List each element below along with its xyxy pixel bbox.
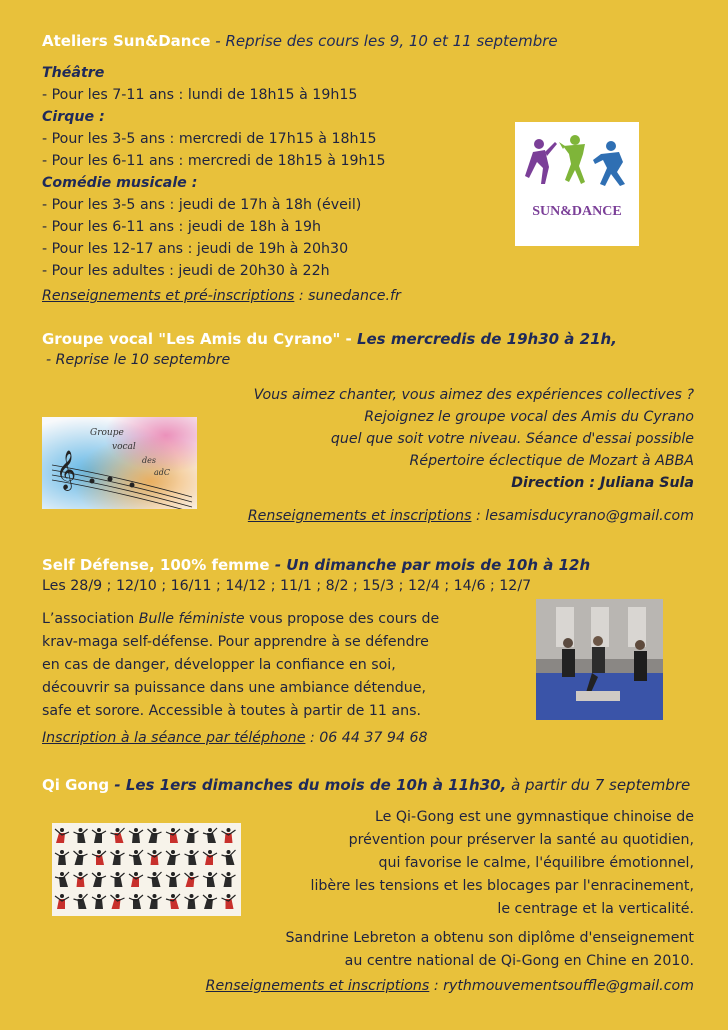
svg-text:𝄞: 𝄞 bbox=[56, 450, 77, 490]
section-sundance-title bbox=[42, 32, 558, 50]
comedie-line: - Pour les 12-17 ans : jeudi de 19h à 20h30 bbox=[42, 241, 349, 257]
selfdefense-schedule: - Un dimanche par mois de 10h à 12h bbox=[269, 556, 591, 574]
vocal-text-line: quel que soit votre niveau. Séance d'essai possible bbox=[330, 431, 694, 447]
vocal-image-text: adC bbox=[154, 468, 171, 477]
vocal-text-line: Répertoire éclectique de Mozart à ABBA bbox=[409, 453, 694, 469]
selfdefense-text-line: découvrir sa puissance dans une ambiance détendue, bbox=[42, 680, 427, 696]
selfdefense-description bbox=[42, 608, 439, 723]
vocal-dash: - bbox=[340, 330, 357, 348]
vocal-description bbox=[254, 384, 694, 494]
qigong-teacher-line: Sandrine Lebreton a obtenu son diplôme d'enseignement bbox=[285, 930, 694, 946]
sundance-reprise: - Reprise des cours les 9, 10 et 11 septembre bbox=[210, 32, 558, 50]
qigong-text-line: prévention pour préserver la santé au quotidien, bbox=[348, 832, 694, 848]
qigong-description bbox=[311, 806, 694, 921]
vocal-text-line: Vous aimez chanter, vous aimez des expériences collectives ? bbox=[253, 387, 694, 403]
selfdefense-text-line bbox=[42, 608, 439, 631]
selfdefense-info bbox=[42, 730, 428, 746]
comedie-line: - Pour les 6-11 ans : jeudi de 18h à 19h bbox=[42, 219, 322, 235]
theatre-line: - Pour les 7-11 ans : lundi de 18h15 à 19h15 bbox=[42, 87, 358, 103]
selfdefense-text-line: krav-maga self-défense. Pour apprendre à se défendre bbox=[42, 634, 429, 650]
sundance-website: : sunedance.fr bbox=[294, 288, 401, 304]
vocal-info bbox=[248, 508, 694, 524]
section-selfdefense-title bbox=[42, 556, 590, 574]
sundance-logo bbox=[515, 122, 639, 246]
qigong-postures-illustration bbox=[52, 823, 241, 916]
qigong-info bbox=[206, 978, 694, 994]
sundance-name: Ateliers Sun&Dance bbox=[42, 32, 211, 50]
qigong-start: à partir du 7 septembre bbox=[506, 776, 691, 794]
qigong-teacher-line: au centre national de Qi-Gong en Chine en 2010. bbox=[344, 953, 694, 969]
selfdefense-name: Self Défense, 100% femme bbox=[42, 556, 270, 574]
selfdefense-class-illustration bbox=[536, 599, 663, 720]
selfdefense-dates: Les 28/9 ; 12/10 ; 16/11 ; 14/12 ; 11/1 ; 8/2 ; 15/3 ; 12/4 ; 14/6 ; 12/7 bbox=[42, 578, 532, 594]
sundance-logo-text: SUN&DANCE bbox=[532, 204, 622, 219]
selfdefense-text-line: safe et sorore. Accessible à toutes à partir de 11 ans. bbox=[42, 703, 421, 719]
qigong-image bbox=[52, 823, 241, 916]
qigong-info-link[interactable]: Renseignements et inscriptions bbox=[205, 978, 430, 994]
vocal-image-text: vocal bbox=[112, 442, 136, 452]
cirque-heading: Cirque : bbox=[42, 109, 105, 125]
vocal-reprise: - Reprise le 10 septembre bbox=[46, 352, 231, 368]
sundance-schedule bbox=[42, 62, 386, 282]
association-name: Bulle féministe bbox=[138, 611, 245, 627]
vocal-text-line: Rejoignez le groupe vocal des Amis du Cyrano bbox=[364, 409, 694, 425]
selfdefense-phone: : 06 44 37 94 68 bbox=[305, 730, 428, 746]
qigong-email: : rythmouvementsouffle@gmail.com bbox=[429, 978, 694, 994]
qigong-text-line: Le Qi-Gong est une gymnastique chinoise de bbox=[375, 809, 694, 825]
selfdefense-text-line: en cas de danger, développer la confiance en soi, bbox=[42, 657, 396, 673]
qigong-text-line: qui favorise le calme, l'équilibre émotionnel, bbox=[378, 855, 694, 871]
qigong-text-line: libère les tensions et les blocages par l'enracinement, bbox=[310, 878, 694, 894]
vocal-info-link[interactable]: Renseignements et inscriptions bbox=[247, 508, 472, 524]
section-qigong-title bbox=[42, 776, 690, 794]
qigong-teacher bbox=[286, 927, 695, 973]
qigong-schedule: - Les 1ers dimanches du mois de 10h à 11h30, bbox=[109, 776, 507, 794]
cirque-line: - Pour les 6-11 ans : mercredi de 18h15 à 19h15 bbox=[42, 153, 386, 169]
vocal-email: : lesamisducyrano@gmail.com bbox=[471, 508, 694, 524]
cirque-line: - Pour les 3-5 ans : mercredi de 17h15 à 18h15 bbox=[42, 131, 377, 147]
comedie-line: - Pour les adultes : jeudi de 20h30 à 22h bbox=[42, 263, 330, 279]
vocal-direction: Direction : Juliana Sula bbox=[511, 475, 694, 491]
sundance-info-link[interactable]: Renseignements et pré-inscriptions bbox=[42, 288, 295, 304]
vocal-name: Groupe vocal "Les Amis du Cyrano" bbox=[42, 330, 341, 348]
music-staff-illustration bbox=[42, 417, 197, 509]
selfdefense-text-part: L’association bbox=[42, 611, 139, 627]
qigong-name: Qi Gong bbox=[42, 776, 110, 794]
selfdefense-info-link[interactable]: Inscription à la séance par téléphone bbox=[42, 730, 306, 746]
vocal-image-text: des bbox=[142, 456, 156, 465]
selfdefense-text-part: vous propose des cours de bbox=[244, 611, 440, 627]
theatre-heading: Théâtre bbox=[42, 65, 105, 81]
vocal-group-image bbox=[42, 417, 197, 509]
comedie-heading: Comédie musicale : bbox=[42, 175, 198, 191]
vocal-image-text: Groupe bbox=[90, 428, 124, 438]
comedie-line: - Pour les 3-5 ans : jeudi de 17h à 18h (éveil) bbox=[42, 197, 362, 213]
dancers-illustration bbox=[515, 122, 639, 246]
selfdefense-photo bbox=[536, 599, 663, 720]
section-vocal-title bbox=[42, 330, 617, 348]
sundance-info bbox=[42, 288, 401, 304]
qigong-text-line: le centrage et la verticalité. bbox=[497, 901, 694, 917]
vocal-schedule: Les mercredis de 19h30 à 21h, bbox=[356, 330, 617, 348]
